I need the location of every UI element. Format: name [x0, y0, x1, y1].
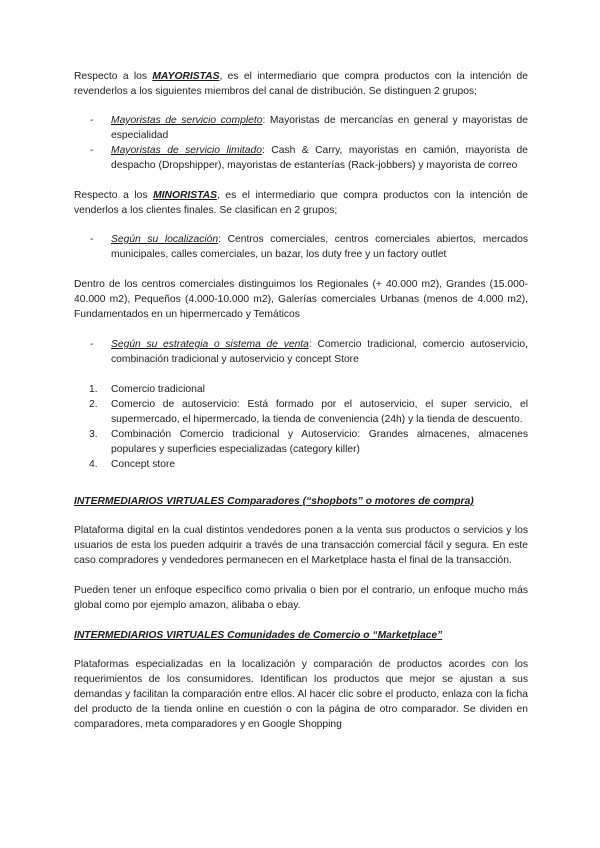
comparadores-paragraph-1: Plataforma digital en la cual distintos vendedores ponen a la venta sus productos o servicios y los usuarios de esta los pueden adquirir a través de una transacción comercial fácil y segura. En este caso compradores y vendedores permanecen en el Marketplace hasta el final de la transacción. — [74, 525, 528, 566]
list-item: 3. Combinación Comercio tradicional y Autoservicio: Grandes almacenes, almacenes populares y superficies especializadas (category killer) — [89, 429, 528, 455]
comunidades-paragraph: Plataformas especializadas en la localización y comparación de productos acordes con los requerimientos de los consumidores. Identifican los productos que mejor se ajustan a sus demandas y facilitan la comparación entre ellos. Al hacer clic sobre el producto, enlaza con la ficha del producto de la tienda online en cuestión o con la página de otro comparador. Se dividen en comparadores, meta comparadores y en Google Shopping — [74, 659, 528, 730]
list-item: 2. Comercio de autoservicio: Está formado por el autoservicio, el super servicio, el supermercado, el hipermercado, la tienda de conveniencia (24h) y la tienda de descuento. — [89, 399, 528, 425]
list-item: - Según su estrategia o sistema de venta: Comercio tradicional, comercio autoservicio, combinación tradicional y autoservicio y concept Store — [74, 337, 528, 367]
section-heading-comunidades: INTERMEDIARIOS VIRTUALES Comunidades de Comercio o “Marketplace” — [74, 630, 443, 641]
list-item: - Según su localización: Centros comerciales, centros comerciales abiertos, mercados municipales, calles comerciales, un bazar, los duty free y un factory outlet — [74, 232, 528, 262]
localizacion-list — [74, 232, 528, 262]
mayoristas-term: MAYORISTAS — [152, 71, 220, 82]
minoristas-term: MINORISTAS — [153, 190, 217, 201]
mayoristas-list — [74, 113, 528, 173]
comparadores-paragraph-2: Pueden tener un enfoque específico como privalia o bien por el contrario, un enfoque mucho más global como por ejemplo amazon, alibaba o ebay. — [74, 585, 528, 611]
estrategia-list — [74, 337, 528, 367]
numbered-list — [74, 382, 528, 472]
list-item: 4. Concept store — [89, 459, 176, 470]
list-item: 1. Comercio tradicional — [89, 384, 205, 395]
section-heading-comparadores: INTERMEDIARIOS VIRTUALES Comparadores (“shopbots” o motores de compra) — [74, 496, 474, 507]
minoristas-intro: Respecto a los MINORISTAS, es el intermediario que compra productos con la intención de venderlos a los clientes finales. Se clasifican en 2 grupos; — [74, 190, 528, 216]
centros-comerciales-paragraph: Dentro de los centros comerciales distinguimos los Regionales (+ 40.000 m2), Grandes (15.000- 40.000 m2), Pequeños (4.000-10.000 m2), Galerías comerciales Urbanas (menos de 4.000 m2), Fundamentados en un hipermercado y Temáticos — [74, 279, 528, 320]
list-item: - Mayoristas de servicio completo: Mayoristas de mercancías en general y mayoristas de especialidad — [74, 113, 528, 143]
list-item: - Mayoristas de servicio limitado: Cash & Carry, mayoristas en camión, mayorista de despacho (Dropshipper), mayoristas de estanterías (Rack-jobbers) y mayorista de correo — [74, 143, 528, 173]
mayoristas-intro: Respecto a los MAYORISTAS, es el intermediario que compra productos con la intención de revenderlos a los siguientes miembros del canal de distribución. Se distinguen 2 grupos; — [74, 71, 528, 97]
